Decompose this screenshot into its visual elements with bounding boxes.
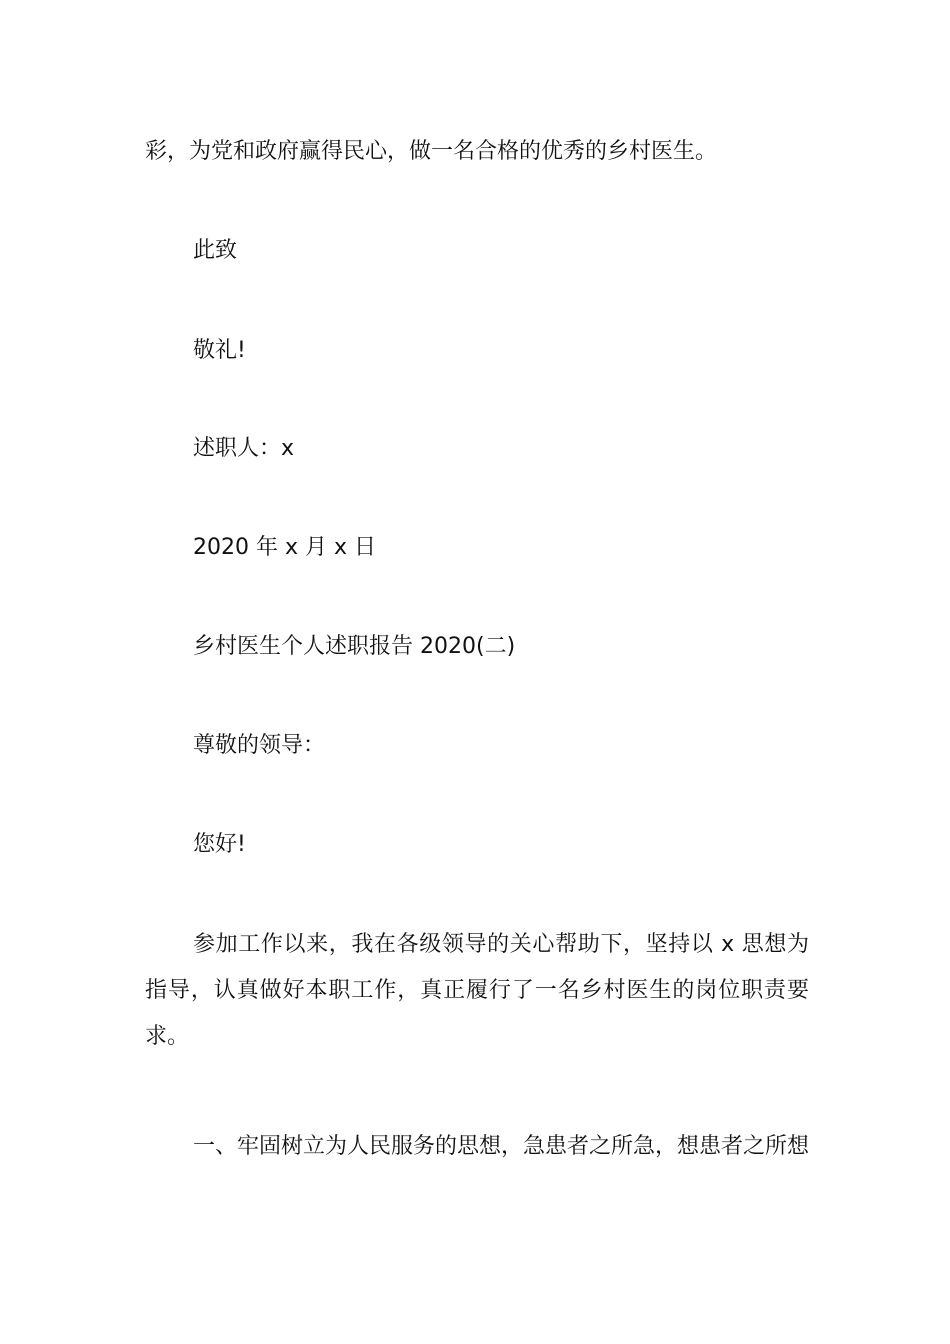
closing-line-1: 此致 <box>193 238 238 263</box>
greeting-line: 您好! <box>193 832 246 857</box>
section-title: 乡村医生个人述职报告 2020(二) <box>193 634 516 659</box>
heading-1: 一、牢固树立为人民服务的思想，急患者之所急，想患者之所想 <box>193 1134 810 1159</box>
closing-line-2: 敬礼! <box>193 338 246 363</box>
date-line: 2020 年 x 月 x 日 <box>193 535 376 560</box>
continued-line: 彩，为党和政府赢得民心，做一名合格的优秀的乡村医生。 <box>145 139 718 164</box>
paragraph-1: 参加工作以来，我在各级领导的关心帮助下，坚持以 x 思想为指导，认真做好本职工作，真正履行了一名乡村医生的岗位职责要求。 <box>145 932 809 1049</box>
signature-line: 述职人：x <box>193 436 295 461</box>
salutation-line: 尊敬的领导： <box>193 733 326 758</box>
